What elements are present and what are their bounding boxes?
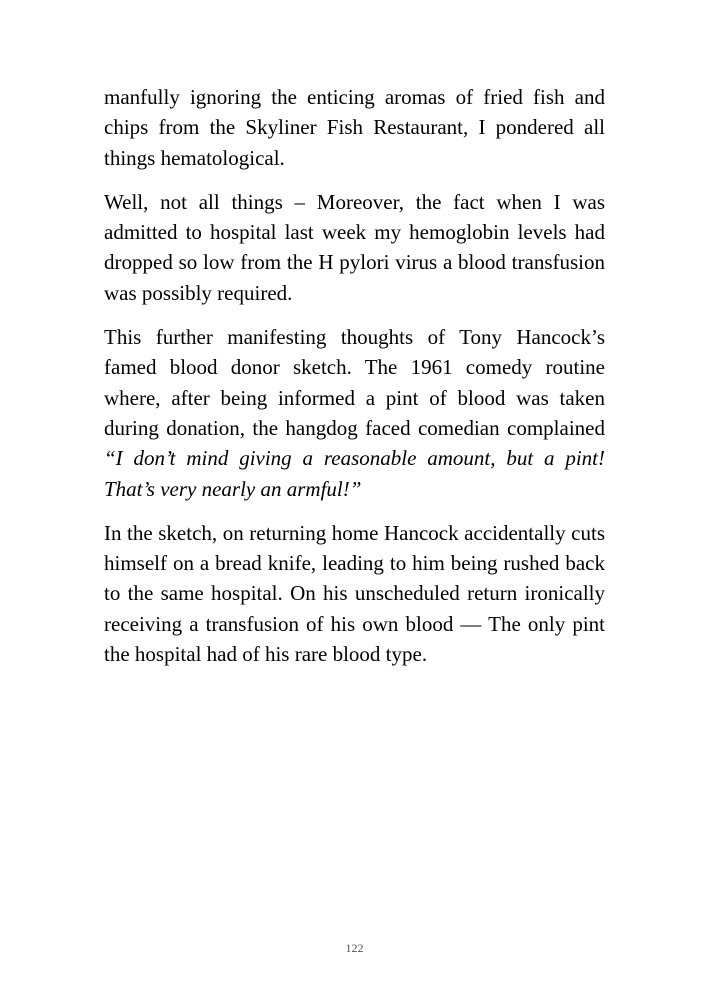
page-number: 122 xyxy=(345,941,364,955)
paragraph-4: In the sketch, on returning home Hancock accidentally cuts himself on a bread knife, leading to him being rushed back to the same hospital. On his unscheduled return ironically receiving a transfusion of his own blood — The only pint the hospital had of his rare blood type. xyxy=(104,520,605,667)
page-body xyxy=(104,82,605,683)
hancock-quote: “I don’t mind giving a reasonable amount, but a pint! That’s very nearly an armful!” xyxy=(104,446,605,501)
paragraph-2: Well, not all things – Moreover, the fact when I was admitted to hospital last week my hemoglobin levels had dropped so low from the H pylori virus a blood transfusion was possibly required. xyxy=(104,189,605,305)
paragraph-3-text: This further manifesting thoughts of Tony Hancock’s famed blood donor sketch. The 1961 comedy routine where, after being informed a pint of blood was taken during donation, the hangdog faced comedian complained xyxy=(104,325,605,440)
paragraph-1: manfully ignoring the enticing aromas of fried fish and chips from the Skyliner Fish Restaurant, I pondered all things hematological. xyxy=(104,85,605,170)
paragraph-3 xyxy=(104,322,605,504)
